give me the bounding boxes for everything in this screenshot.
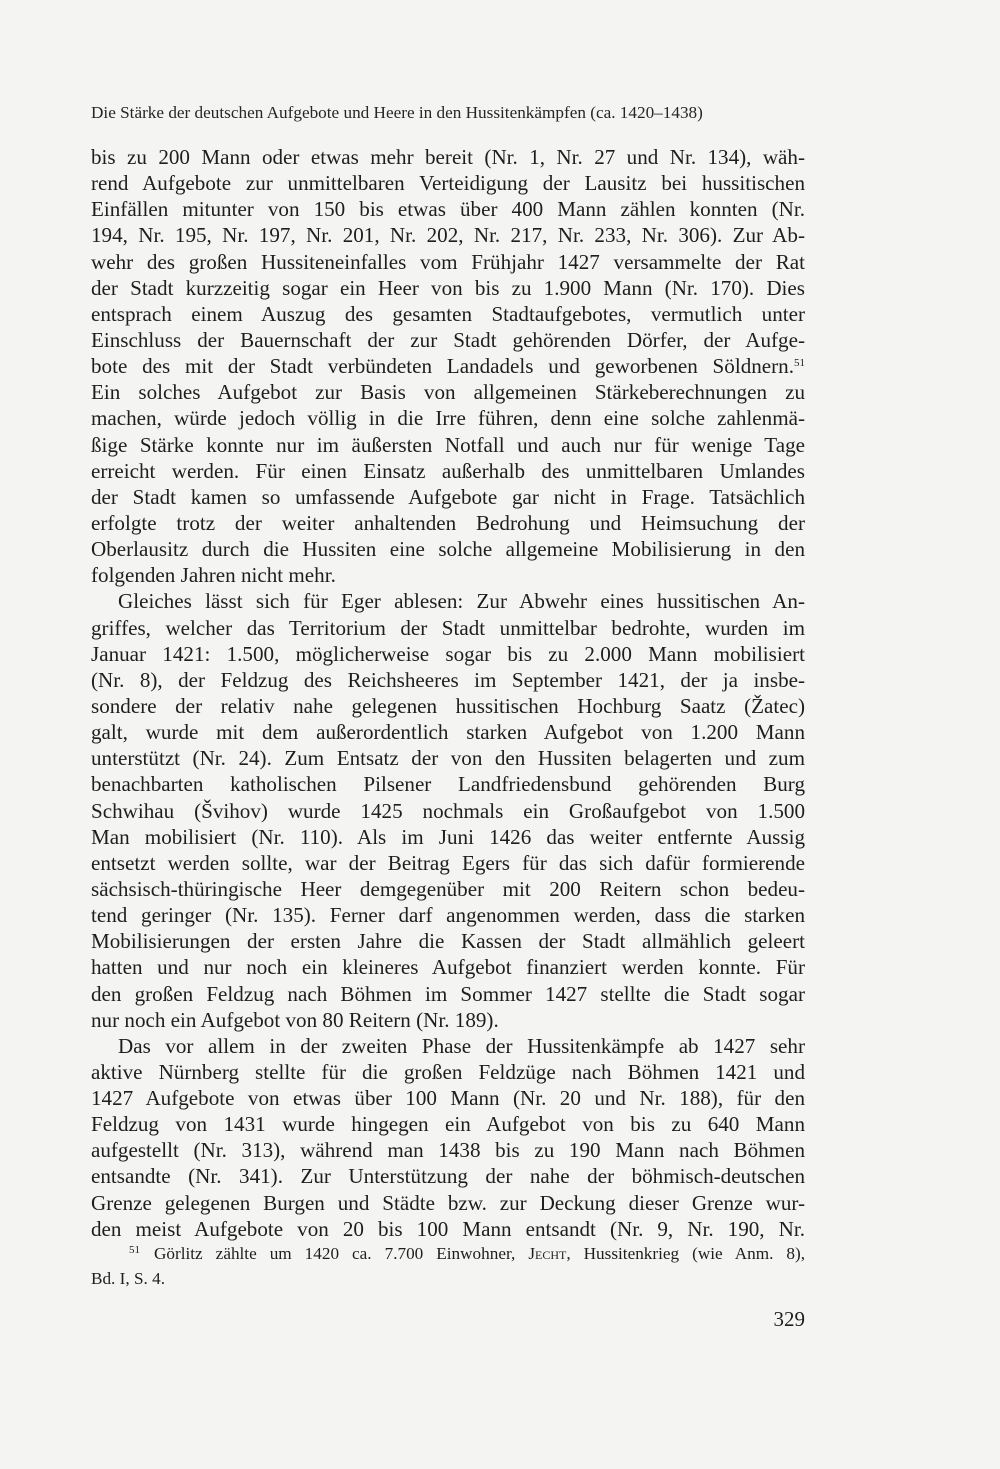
footnote-line: Bd. I, S. 4. (91, 1269, 166, 1288)
text-line-content: den meist Aufgebote von 20 bis 100 Mann entsandt (Nr. 9, Nr. 190, Nr. (91, 1216, 805, 1241)
text-line (91, 1085, 805, 1111)
text-line-content: entsetzt werden sollte, war der Beitrag Egers für das sich dafür formierende (91, 850, 805, 875)
text-line (91, 562, 805, 588)
text-line-content: Grenze gelegenen Burgen und Städte bzw. zur Deckung dieser Grenze wur- (91, 1190, 805, 1215)
footnote-reference[interactable]: 51 (794, 357, 805, 370)
text-line (91, 144, 805, 170)
text-line (91, 850, 805, 876)
text-line-content: 1427 Aufgebote von etwas über 100 Mann (Nr. 20 und Nr. 188), für den (91, 1086, 805, 1111)
text-line (91, 771, 805, 797)
text-line (91, 981, 805, 1007)
text-line-content: (Nr. 8), der Feldzug des Reichsheeres im September 1421, der ja insbe- (91, 667, 805, 692)
text-line-content: unterstützt (Nr. 24). Zum Entsatz der von den Hussiten belagerten und zum (91, 746, 805, 771)
footnote-text: Görlitz zählte um 1420 ca. 7.700 Einwohner, (154, 1244, 529, 1263)
text-line-content: folgenden Jahren nicht mehr. (91, 563, 336, 588)
text-line-content: entsandte (Nr. 341). Zur Unterstützung der nahe der böhmisch-deutschen (91, 1164, 805, 1189)
text-line (91, 1163, 805, 1189)
text-line (91, 1059, 805, 1085)
text-line-content: erfolgte trotz der weiter anhaltenden Bedrohung und Heimsuchung der (91, 510, 805, 535)
footnote-line (91, 1238, 805, 1266)
footnote-text-cont: , Hussitenkrieg (wie Anm. 8), (566, 1244, 805, 1263)
text-line-content: Januar 1421: 1.500, möglicherweise sogar bis zu 2.000 Mann mobilisiert (91, 641, 805, 666)
running-head: Die Stärke der deutschen Aufgebote und Heere in den Hussitenkämpfen (ca. 1420–1438) (91, 103, 703, 122)
text-line (91, 667, 805, 693)
text-line (91, 301, 805, 327)
text-line-content: sondere der relativ nahe gelegenen hussitischen Hochburg Saatz (Žatec) (91, 693, 805, 718)
footnote-51 (91, 1238, 805, 1291)
text-line-content: griffes, welcher das Territorium der Stadt unmittelbar bedrohte, wurden im (91, 615, 805, 640)
text-line (91, 745, 805, 771)
text-line (91, 353, 805, 379)
text-line (91, 170, 805, 196)
footnote-number: 51 (129, 1244, 140, 1256)
text-line-content: Schwihau (Švihov) wurde 1425 nochmals ein Großaufgebot von 1.500 (91, 798, 805, 823)
text-line (91, 536, 805, 562)
text-line-content: 194, Nr. 195, Nr. 197, Nr. 201, Nr. 202, Nr. 217, Nr. 233, Nr. 306). Zur Ab- (91, 223, 805, 248)
text-line-content: Man mobilisiert (Nr. 110). Als im Juni 1426 das weiter entfernte Aussig (91, 824, 805, 849)
text-line (91, 510, 805, 536)
text-line-content: rend Aufgebote zur unmittelbaren Verteidigung der Lausitz bei hussitischen (91, 171, 805, 196)
text-line-content: den großen Feldzug nach Böhmen im Sommer 1427 stellte die Stadt sogar (91, 981, 805, 1006)
text-line (91, 405, 805, 431)
page-number: 329 (773, 1307, 805, 1331)
text-line-content: bote des mit der Stadt verbündeten Landadels und geworbenen Söldnern. (91, 354, 794, 379)
text-line (91, 222, 805, 248)
text-line-content: erreicht werden. Für einen Einsatz außerhalb des unmittelbaren Umlandes (91, 458, 805, 483)
text-line (91, 641, 805, 667)
text-line (91, 275, 805, 301)
text-line (91, 588, 805, 614)
text-line-content: Gleiches lässt sich für Eger ablesen: Zur Abwehr eines hussitischen An- (118, 589, 805, 614)
text-line (91, 798, 805, 824)
text-line (91, 693, 805, 719)
text-line (91, 1007, 805, 1033)
text-line-content: aufgestellt (Nr. 313), während man 1438 bis zu 190 Mann nach Böhmen (91, 1138, 805, 1163)
text-line-content: tend geringer (Nr. 135). Ferner darf angenommen werden, dass die starken (91, 903, 805, 928)
text-line (91, 928, 805, 954)
text-line-content: wehr des großen Hussiteneinfalles vom Frühjahr 1427 versammelte der Rat (91, 249, 805, 274)
text-line-content: Einschluss der Bauernschaft der zur Stadt gehörenden Dörfer, der Aufge- (91, 327, 805, 352)
text-line-content: der Stadt kamen so umfassende Aufgebote gar nicht in Frage. Tatsächlich (91, 484, 805, 509)
text-line (91, 327, 805, 353)
text-line (91, 1190, 805, 1216)
text-line-content: galt, wurde mit dem außerordentlich starken Aufgebot von 1.200 Mann (91, 720, 805, 745)
text-line (91, 196, 805, 222)
text-line (91, 432, 805, 458)
text-line-content: Ein solches Aufgebot zur Basis von allgemeinen Stärkeberechnungen zu (91, 380, 805, 405)
footnote-author: Jecht (528, 1244, 567, 1263)
text-line (91, 484, 805, 510)
text-line-content: benachbarten katholischen Pilsener Landfriedensbund gehörenden Burg (91, 772, 805, 797)
text-line-content: nur noch ein Aufgebot von 80 Reitern (Nr. 189). (91, 1007, 499, 1032)
text-line-content: Mobilisierungen der ersten Jahre die Kassen der Stadt allmählich geleert (91, 929, 805, 954)
text-line-content: der Stadt kurzzeitig sogar ein Heer von bis zu 1.900 Mann (Nr. 170). Dies (91, 275, 805, 300)
text-line-content: machen, würde jedoch völlig in die Irre führen, denn eine solche zahlenmä- (91, 406, 805, 431)
text-line (91, 1033, 805, 1059)
text-line (91, 1137, 805, 1163)
text-line (91, 1111, 805, 1137)
text-line (91, 249, 805, 275)
text-line-content: aktive Nürnberg stellte für die großen Feldzüge nach Böhmen 1421 und (91, 1059, 805, 1084)
text-line-content: Das vor allem in der zweiten Phase der Hussitenkämpfe ab 1427 sehr (118, 1033, 805, 1058)
text-line-content: Einfällen mitunter von 150 bis etwas über 400 Mann zählen konnten (Nr. (91, 197, 805, 222)
text-line (91, 902, 805, 928)
text-line-content: Oberlausitz durch die Hussiten eine solche allgemeine Mobilisierung in den (91, 537, 805, 562)
text-line-content: hatten und nur noch ein kleineres Aufgebot finanziert werden konnte. Für (91, 955, 805, 980)
text-line-content: ßige Stärke konnte nur im äußersten Notfall und auch nur für wenige Tage (91, 432, 805, 457)
text-line (91, 379, 805, 405)
text-line-content: sächsisch-thüringische Heer demgegenüber mit 200 Reitern schon bedeu- (91, 876, 805, 901)
text-line (91, 615, 805, 641)
body-text (91, 144, 805, 1242)
text-line (91, 458, 805, 484)
text-line (91, 824, 805, 850)
text-line-content: Feldzug von 1431 wurde hingegen ein Aufgebot von bis zu 640 Mann (91, 1112, 805, 1137)
text-line-content: entsprach einem Auszug des gesamten Stadtaufgebotes, vermutlich unter (91, 301, 805, 326)
text-line (91, 719, 805, 745)
text-line-content: bis zu 200 Mann oder etwas mehr bereit (Nr. 1, Nr. 27 und Nr. 134), wäh- (91, 145, 805, 169)
text-line (91, 954, 805, 980)
text-line (91, 876, 805, 902)
